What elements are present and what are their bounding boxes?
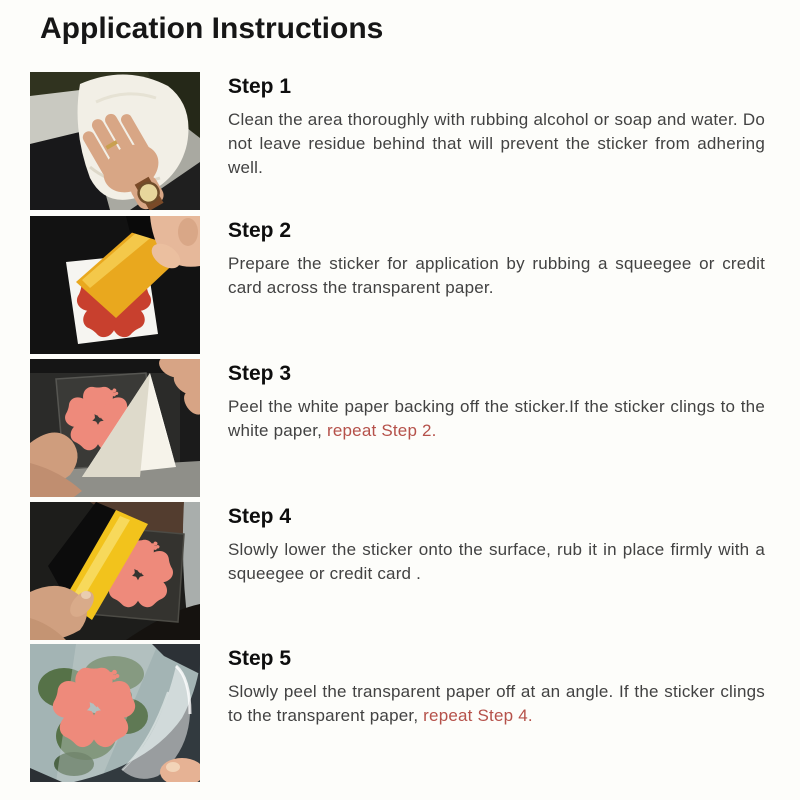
step-heading: Step 1 xyxy=(228,75,292,98)
step-row-5 xyxy=(0,644,800,784)
step-heading: Step 5 xyxy=(228,647,292,670)
page-title: Application Instructions xyxy=(40,12,384,45)
step-heading: Step 2 xyxy=(228,219,292,242)
step-row-4 xyxy=(0,502,800,642)
step-text: Clean the area thoroughly with rubbing alcohol or soap and water. Do not leave residue behind that will prevent the sticker from adhering well. xyxy=(228,110,765,177)
step-row-3 xyxy=(0,359,800,499)
repeat-note: repeat Step 2. xyxy=(327,421,437,440)
step-text: Slowly peel the transparent paper off at an angle. If the sticker clings to the transparent paper, repeat Step 4. xyxy=(228,682,765,725)
step-text: Peel the white paper backing off the sticker.If the sticker clings to the white paper, repeat Step 2. xyxy=(228,397,765,440)
step2-photo-squeegee-card xyxy=(30,216,200,354)
step3-photo-peel-backing xyxy=(30,359,200,497)
repeat-note: repeat Step 4. xyxy=(423,706,533,725)
step4-photo-apply-sticker xyxy=(30,502,200,640)
step-text: Slowly lower the sticker onto the surface, rub it in place firmly with a squeegee or credit card . xyxy=(228,540,765,583)
step1-photo-wiping-car xyxy=(30,72,200,210)
step-heading: Step 4 xyxy=(228,505,292,528)
step-row-1 xyxy=(0,72,800,212)
step-text: Prepare the sticker for application by rubbing a squeegee or credit card across the transparent paper. xyxy=(228,254,765,297)
step-row-2 xyxy=(0,216,800,356)
step-heading: Step 3 xyxy=(228,362,292,385)
step5-photo-peel-transfer xyxy=(30,644,200,782)
